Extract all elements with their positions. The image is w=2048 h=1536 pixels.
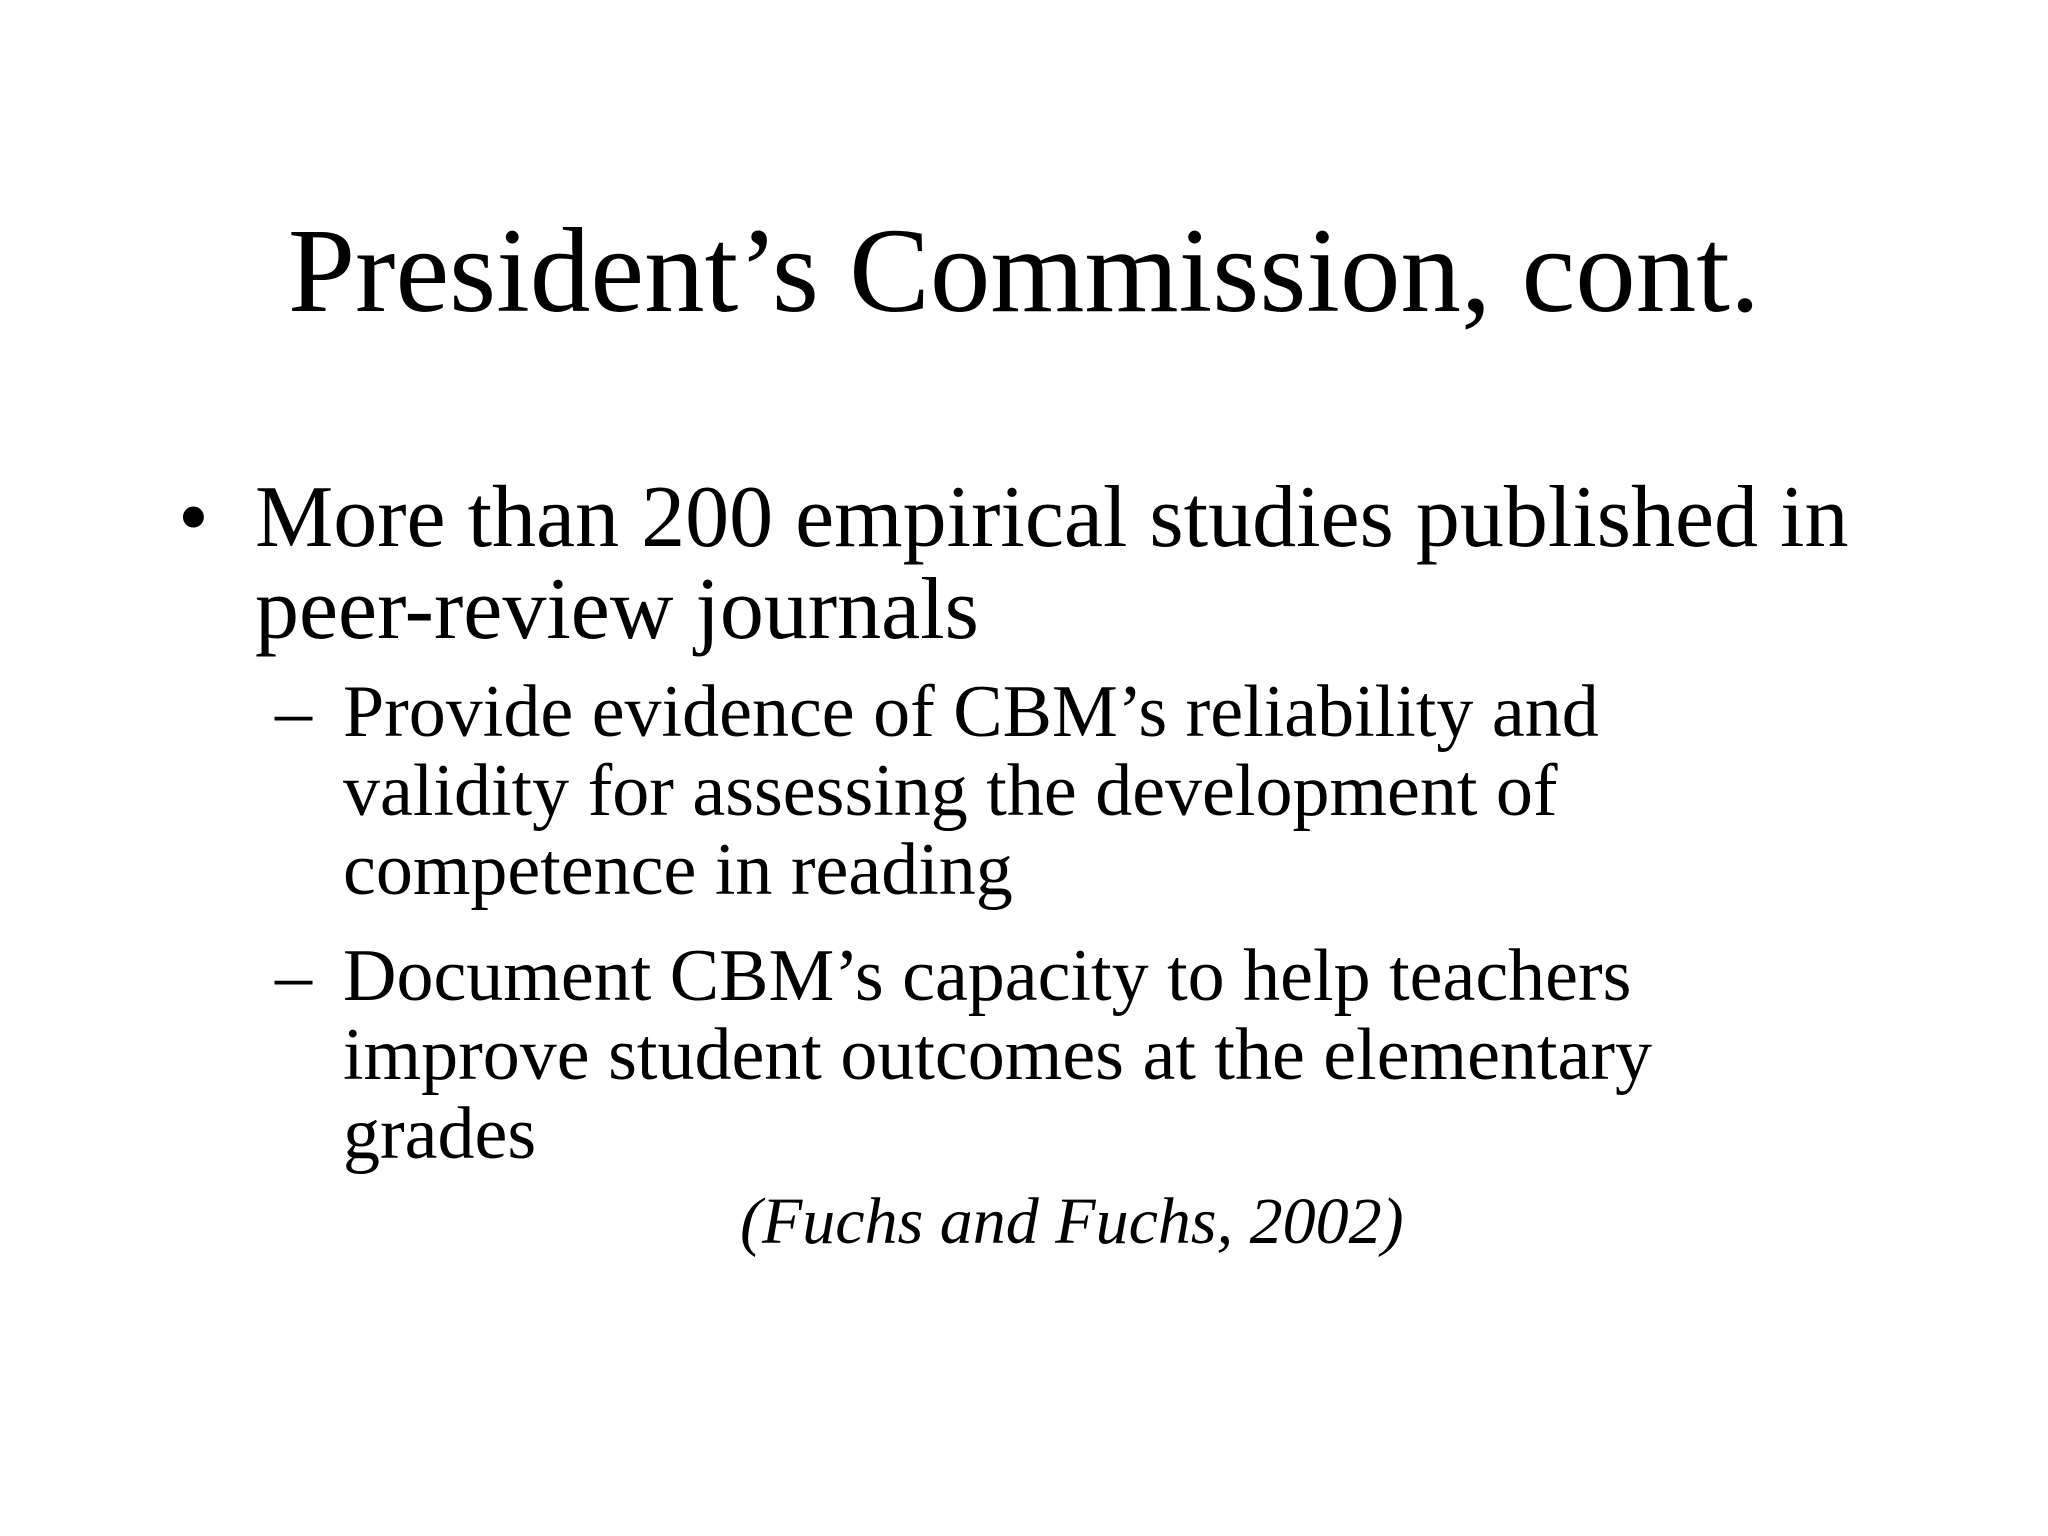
slide-title: President’s Commission, cont. <box>287 204 1761 338</box>
sub-bullet-text: Provide evidence of CBM’s reliability and validity for assessing the development of competence in reading <box>343 671 1599 911</box>
citation: (Fuchs and Fuchs, 2002) <box>740 1185 1404 1258</box>
sub-bullet-marker: – <box>275 935 312 1017</box>
sub-bullet-text: Document CBM’s capacity to help teachers improve student outcomes at the elementary grades <box>343 935 1652 1175</box>
bullet-text: More than 200 empirical studies published in peer-review journals <box>255 469 1849 658</box>
sub-bullet-marker: – <box>275 671 312 753</box>
bullet-marker: • <box>178 469 209 566</box>
